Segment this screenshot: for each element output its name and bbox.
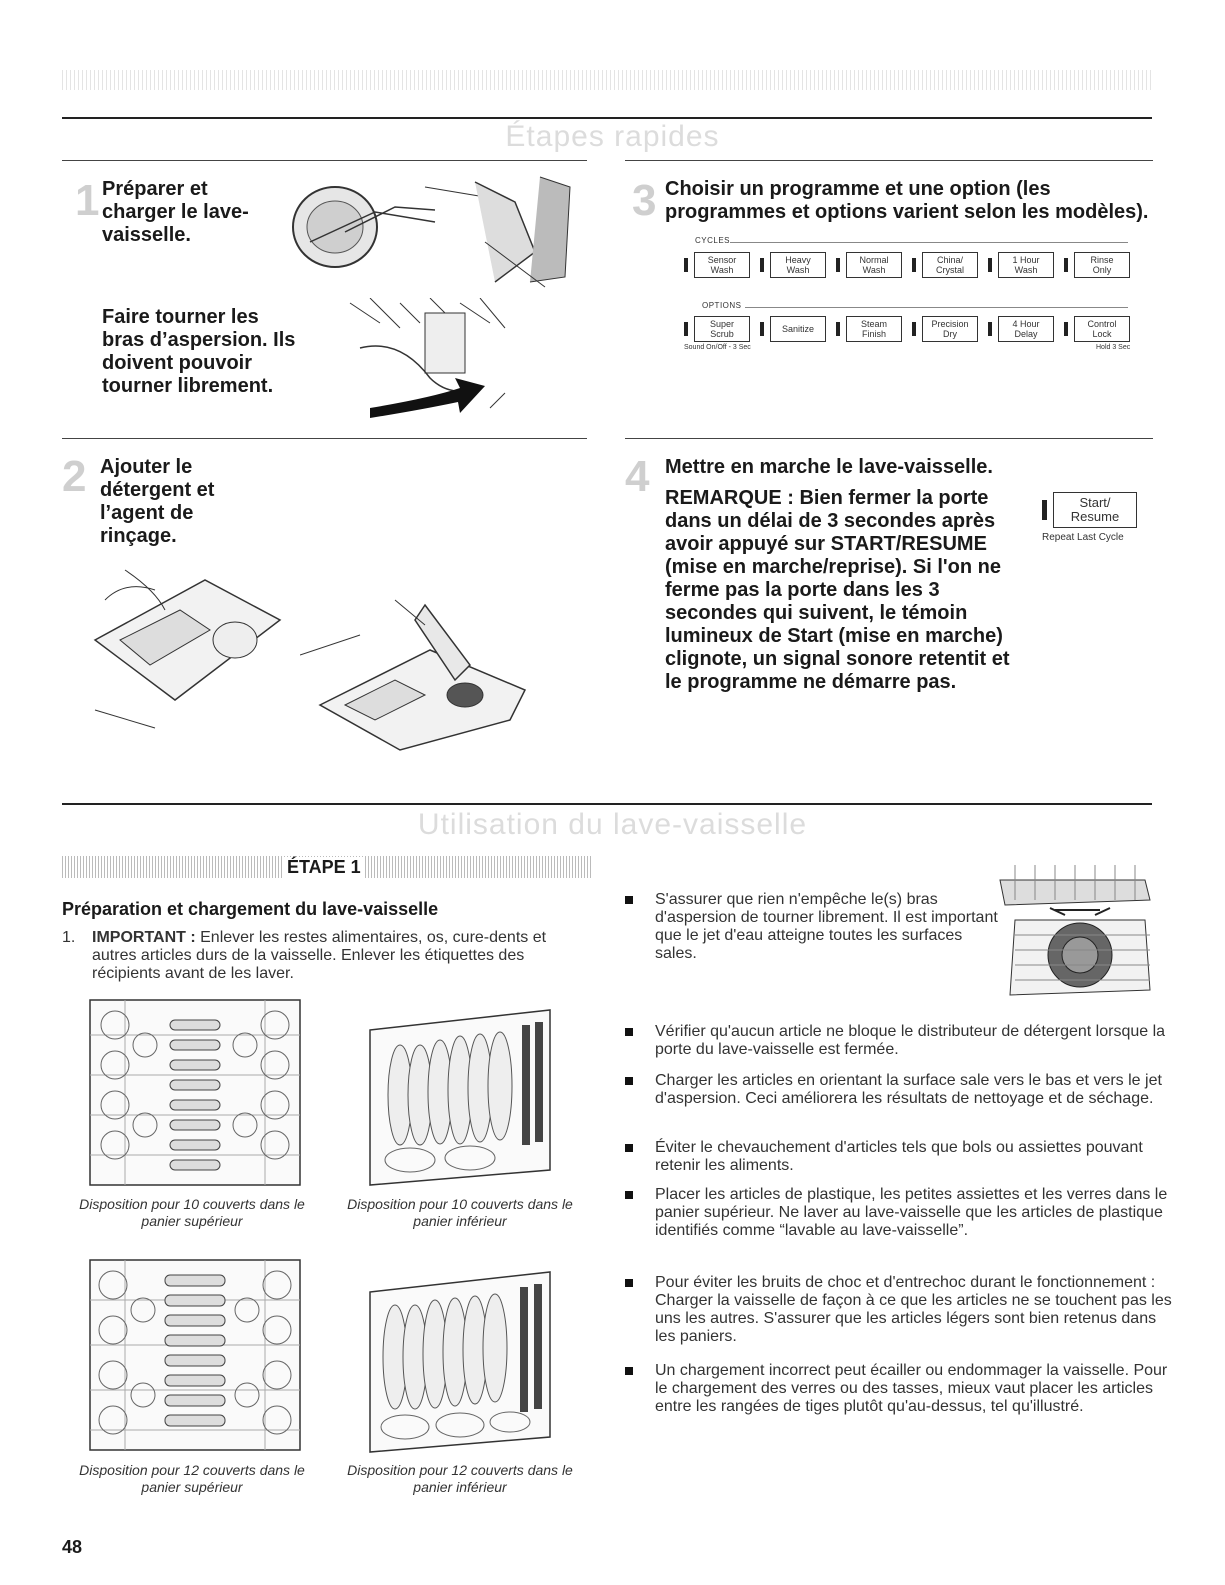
illustration-lower-rack-12 — [360, 1262, 560, 1457]
repeat-last-cycle-label: Repeat Last Cycle — [1042, 532, 1124, 543]
cycles-button-row — [684, 252, 1130, 278]
cycle-button-1-hour-wash[interactable]: 1 Hour Wash — [988, 252, 1054, 278]
illustration-upper-rack-12 — [85, 1255, 305, 1455]
rule-step4 — [625, 438, 1153, 439]
bullet-plastic: Placer les articles de plastique, les petites assiettes et les verres dans le panier supérieur. Ne laver au lave-vaisselle que les articles de plastique identifiés comme “lavable au lave-vaisselle”. — [625, 1186, 1180, 1240]
rule-step2 — [62, 438, 587, 439]
hold-label: Hold 3 Sec — [1096, 344, 1131, 351]
illustration-lower-rack-10 — [360, 1000, 560, 1190]
options-label: OPTIONS — [702, 301, 742, 310]
cycle-button-china-crystal[interactable]: China/ Crystal — [912, 252, 978, 278]
etape-label: ÉTAPE 1 — [283, 857, 365, 878]
step-number-1: 1 — [75, 176, 100, 225]
cycle-button-sensor-wash[interactable]: Sensor Wash — [684, 252, 750, 278]
section-rule-usage — [62, 803, 1152, 805]
etape-heading: Préparation et chargement du lave-vaisselle — [62, 899, 439, 919]
step1-subtitle: Faire tourner les bras d’aspersion. Ils doivent pouvoir tourner librement. — [102, 306, 296, 397]
options-rule — [745, 307, 1128, 308]
bullet-overlap: Éviter le chevauchement d'articles tels que bols ou assiettes pouvant retenir les aliments. — [625, 1139, 1180, 1175]
caption-upper-10: Disposition pour 10 couverts dans le panier supérieur — [79, 1196, 305, 1229]
important-text: Enlever les restes alimentaires, os, cure-dents et autres articles durs de la vaisselle. Enlever les étiquettes des récipients avant de les laver. — [92, 929, 547, 982]
bullet-incorrect-loading: Un chargement incorrect peut écailler ou endommager la vaisselle. Pour le chargement des verres ou des tasses, mieux vaut placer les articles entre les rangées de tiges plutôt qu'au-dessus, tel qu'illustré. — [625, 1362, 1180, 1416]
important-item — [62, 929, 592, 983]
header-texture — [62, 70, 1152, 90]
item-number: 1. — [62, 929, 76, 946]
start-resume-button[interactable]: Start/ Resume — [1042, 492, 1137, 528]
cycle-button-heavy-wash[interactable]: Heavy Wash — [760, 252, 826, 278]
bullet-dirty-surface: Charger les articles en orientant la surface sale vers le bas et vers le jet d'aspersion. Ceci améliorera les résultats de nettoyage et de séchage. — [625, 1072, 1180, 1108]
cycles-label: CYCLES — [695, 236, 731, 245]
illustration-spin-arms — [340, 298, 515, 423]
sound-label: Sound On/Off - 3 Sec — [684, 344, 751, 351]
step-number-3: 3 — [632, 176, 657, 225]
bullet-detergent-dispenser: Vérifier qu'aucun article ne bloque le distributeur de détergent lorsque la porte du lave-vaisselle est fermée. — [625, 1023, 1180, 1059]
caption-upper-12: Disposition pour 12 couverts dans le panier supérieur — [79, 1462, 305, 1495]
cycles-rule — [730, 242, 1128, 243]
cycle-button-rinse-only[interactable]: Rinse Only — [1064, 252, 1130, 278]
section-title-usage: Utilisation du lave-vaisselle — [417, 808, 808, 841]
rule-step1 — [62, 160, 587, 161]
illustration-spray-arm-rack — [995, 860, 1155, 1000]
caption-lower-12: Disposition pour 12 couverts dans le panier inférieur — [347, 1462, 573, 1495]
step-number-2: 2 — [62, 452, 87, 501]
section-title-quick-steps: Étapes rapides — [505, 120, 720, 153]
option-button-steam-finish[interactable]: Steam Finish — [836, 316, 902, 342]
illustration-detergent-dispenser — [85, 560, 285, 730]
illustration-scraping-dishes — [285, 172, 575, 292]
step-number-4: 4 — [625, 452, 650, 501]
options-button-row — [684, 316, 1130, 342]
option-button-4-hour-delay[interactable]: 4 Hour Delay — [988, 316, 1054, 342]
option-button-super-scrub[interactable]: Super Scrub — [684, 316, 750, 342]
caption-lower-10: Disposition pour 10 couverts dans le panier inférieur — [347, 1196, 573, 1229]
option-button-control-lock[interactable]: Control Lock — [1064, 316, 1130, 342]
bullet-noise: Pour éviter les bruits de choc et d'entrechoc durant le fonctionnement : Charger la vaisselle de façon à ce que les articles ne se touchent pas les uns les autres. S'assurer que les articles légers sont bien retenus dans les paniers. — [625, 1274, 1180, 1346]
important-label: IMPORTANT : — [92, 929, 196, 946]
illustration-rinse-aid — [300, 595, 540, 760]
illustration-upper-rack-10 — [85, 995, 305, 1190]
section-rule-top — [62, 117, 1152, 119]
step2-title: Ajouter le détergent et l’agent de rinçage. — [100, 456, 215, 547]
bullet-spray-arms: S'assurer que rien n'empêche le(s) bras d'aspersion de tourner librement. Il est important que le jet d'eau atteigne toutes les surfaces sales. — [625, 891, 1000, 963]
option-button-sanitize[interactable]: Sanitize — [760, 316, 826, 342]
step4-remark: REMARQUE : Bien fermer la porte dans un délai de 3 secondes après avoir appuyé sur START/RESUME (mise en marche/reprise). Si l'on ne ferme pas la porte dans les 3 secondes qui suivent, le témoin lumineux de Start (mise en marche) clignote, un signal sonore retentit et le programme ne démarre pas. — [665, 487, 1010, 693]
page-number: 48 — [62, 1537, 83, 1557]
rule-step3 — [625, 160, 1153, 161]
step1-title: Préparer et charger le lave-vaisselle. — [102, 178, 249, 246]
step4-title: Mettre en marche le lave-vaisselle. — [665, 456, 993, 478]
option-button-precision-dry[interactable]: Precision Dry — [912, 316, 978, 342]
step3-title: Choisir un programme et une option (les programmes et options varient selon les modèles). — [665, 178, 1149, 223]
cycle-button-normal-wash[interactable]: Normal Wash — [836, 252, 902, 278]
